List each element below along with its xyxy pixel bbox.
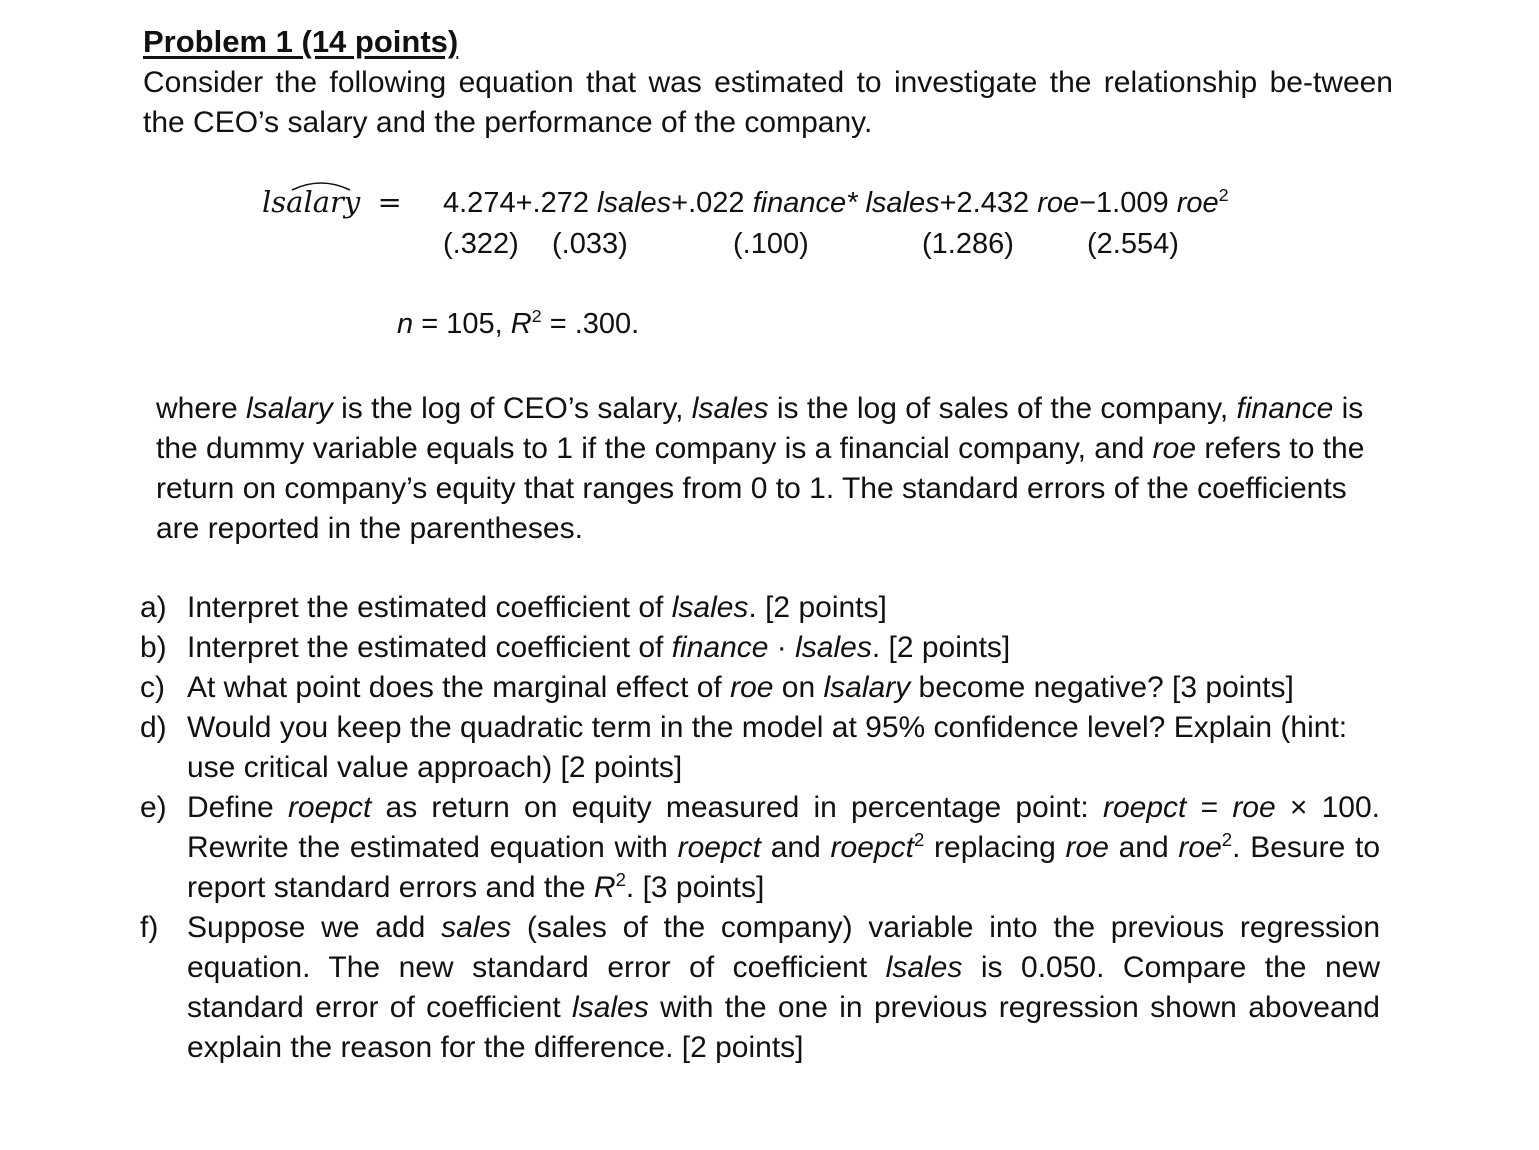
def-text: refers to the return on company’s equity that ranges from 0 to 1. The standard errors of the coefficients are reported in the parentheses. (156, 432, 1365, 545)
term-1-var: lsales (597, 187, 672, 219)
question-exponent: 2 (913, 828, 925, 850)
std-error-interaction: (.100) (733, 228, 809, 260)
question-variable: roepct (1102, 791, 1187, 824)
question-text-part: · (768, 631, 796, 664)
question-text-part: become negative? [3 points] (910, 671, 1294, 704)
std-error-intercept: (.322) (443, 228, 519, 260)
term-4-coef: −1.009 (1079, 187, 1177, 219)
question-exponent: 2 (1221, 828, 1233, 850)
question-text-part: and (1108, 831, 1179, 864)
question-text-part: and (761, 831, 831, 864)
question-variable: R (593, 871, 616, 904)
n-symbol: n (397, 308, 414, 340)
equation-lhs (262, 185, 402, 219)
equation-rhs (443, 185, 1229, 219)
question-text-part: Interpret the estimated coefficient of (187, 591, 672, 624)
term-3-coef: +2.432 (939, 187, 1038, 219)
question-variable: roe (1065, 831, 1109, 864)
std-error-roe-squared: (2.554) (1087, 228, 1179, 260)
question-label: c) (140, 671, 165, 704)
question-text-part: . [3 points] (625, 871, 765, 904)
def-text: is the log of CEO’s salary, (332, 392, 692, 425)
question-b (140, 628, 1380, 668)
term-4-exponent: 2 (1218, 185, 1229, 206)
question-text (187, 908, 1380, 1068)
term-2-var: finance* lsales (752, 187, 940, 219)
term-4-var: roe (1176, 187, 1219, 219)
question-variable: roepct (287, 791, 372, 824)
question-text (187, 588, 1380, 628)
def-text: is the log of sales of the company, (768, 392, 1237, 425)
question-label: f) (140, 911, 159, 944)
question-text (187, 668, 1380, 708)
question-exponent: 2 (615, 868, 626, 890)
question-variable: roe (730, 671, 774, 704)
question-variable: lsales (671, 591, 749, 624)
question-text-part: is 0.050. Compare the new standard error of coefficient (187, 951, 1380, 1024)
question-text-part: replacing (924, 831, 1066, 864)
question-variable: lsales (572, 991, 649, 1024)
question-text (187, 628, 1380, 668)
r-squared-symbol: R (510, 308, 532, 340)
question-c (140, 668, 1380, 708)
question-label: d) (140, 711, 167, 744)
def-text: where (156, 392, 247, 425)
term-1-coef: +.272 (515, 187, 598, 219)
def-var-lsales: lsales (691, 392, 769, 425)
def-var-roe: roe (1152, 432, 1197, 465)
question-text-part: as return on equity measured in percentage point: (371, 791, 1103, 824)
question-text-part: Suppose we add (187, 911, 442, 944)
question-text-part: . [2 points] (748, 591, 887, 624)
question-variable: roe (1178, 831, 1222, 864)
r-squared-exponent: 2 (531, 306, 542, 327)
question-variable: roepct (830, 831, 914, 864)
question-text-part: . [2 points] (871, 631, 1011, 664)
term-2-coef: +.022 (671, 187, 753, 219)
question-text-part: × 100. Rewrite the estimated equation with (187, 791, 1381, 864)
std-error-lsales: (.033) (552, 228, 628, 260)
question-text-part: At what point does the marginal effect of (187, 671, 731, 704)
question-text-part: = (1186, 791, 1233, 824)
question-f (140, 908, 1380, 1068)
question-variable: lsalary (823, 671, 911, 704)
regression-stats (397, 306, 640, 340)
question-text-part: . Besure to report standard errors and the (187, 831, 1381, 904)
question-variable: finance (671, 631, 769, 664)
term-3-var: roe (1037, 187, 1080, 219)
question-text-part: with the one in previous regression shown aboveand explain the reason for the difference. [2 points] (187, 991, 1380, 1064)
question-label: b) (140, 631, 167, 664)
equation-equals: = (377, 185, 402, 219)
question-text-part: Define (187, 791, 288, 824)
question-variable: roe (1232, 791, 1276, 824)
question-e (140, 788, 1380, 908)
question-label: a) (140, 591, 167, 624)
question-text-part: on (773, 671, 824, 704)
question-text-part: (sales of the company) variable into the previous regression equation. The new standard error of coefficient (187, 911, 1381, 984)
r-squared-value: = .300. (541, 308, 640, 340)
intercept: 4.274 (443, 187, 516, 219)
question-variable: lsales (885, 951, 963, 984)
problem-title: Problem 1 (14 points) (143, 24, 459, 59)
def-var-finance: finance (1236, 392, 1334, 425)
question-text (187, 788, 1380, 908)
question-text (187, 708, 1380, 788)
question-list (140, 588, 1380, 1068)
question-d (140, 708, 1380, 788)
question-a (140, 588, 1380, 628)
question-variable: sales (441, 911, 512, 944)
question-label: e) (140, 791, 167, 824)
def-text: is the dummy variable equals to 1 if the company is a financial company, and (156, 392, 1364, 465)
question-variable: lsales (795, 631, 872, 664)
question-text-part: Interpret the estimated coefficient of (187, 631, 672, 664)
equation-dependent-variable: lsalary (262, 185, 361, 219)
hat-accent-icon (290, 180, 352, 192)
def-var-lsalary: lsalary (246, 392, 333, 425)
problem-intro: Consider the following equation that was estimated to investigate the relationship be-tween the CEO’s salary and the performance of the company. (143, 66, 1393, 139)
std-error-roe: (1.286) (922, 228, 1014, 260)
question-text-part: Would you keep the quadratic term in the model at 95% confidence level? Explain (hint: use critical value approach) [2 points] (187, 711, 1348, 784)
n-value: = 105, (413, 308, 511, 340)
variable-definitions (156, 389, 1381, 549)
question-variable: roepct (677, 831, 761, 864)
